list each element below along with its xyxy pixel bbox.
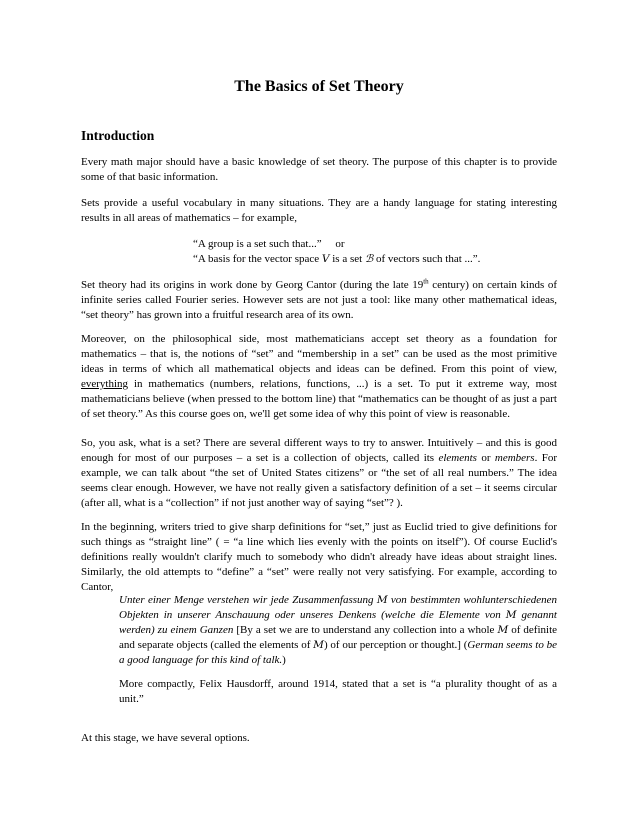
paragraph-closing: At this stage, we have several options.: [81, 732, 250, 744]
paragraph-intro: Every math major should have a basic knowledge of set theory. The purpose of this chapter is to provide some of that basic information.: [81, 156, 557, 183]
english-a: [By a set we are to understand any collection into a whole: [233, 624, 498, 636]
german-b: von bestimmten wohlunterschiedenen Objekten in unserer Anschauung oder unseres Denkens (welche die Elemente von: [119, 594, 557, 621]
origins-pre: Set theory had its origins in work done by Georg Cantor (during the late 19: [81, 279, 424, 291]
italic-elements: elements: [438, 452, 477, 464]
origins-post: century) on certain kinds of infinite series called Fourier series. However sets are not just a tool: like many other mathematical ideas, “set theory” has grown into a fruitful research area of its own.: [81, 279, 557, 321]
paragraph-what-is-set: [81, 436, 557, 511]
quote-basis-pre: “A basis for the vector space: [193, 253, 322, 265]
symbol-m: M: [313, 639, 324, 651]
quote-basis: [193, 252, 480, 267]
paragraph-philosophy: [81, 332, 557, 422]
symbol-m: M: [497, 624, 509, 636]
quote-group: [193, 237, 345, 252]
hausdorff-quote: More compactly, Felix Hausdorff, around 1914, stated that a set is “a plurality thought of as a unit.”: [119, 678, 557, 705]
philosophy-post: in mathematics (numbers, relations, functions, ...) is a set. To put it extreme way, most mathematicians believe (when pressed to the bottom line) that “mathematics can be thought of as just a part of set theory.” As this course goes on, we'll get some idea of why this point of view is reasonable.: [81, 378, 557, 420]
paragraph-vocabulary: Sets provide a useful vocabulary in many situations. They are a handy language for stating interesting results in all areas of mathematics – for example,: [81, 197, 557, 224]
english-b: of definite and separate objects (called the elements of: [119, 624, 558, 651]
superscript-th: th: [423, 277, 429, 286]
section-heading: Introduction: [81, 128, 155, 143]
quote-basis-post: of vectors such that ...”.: [373, 253, 481, 265]
quote-basis-mid: is a set: [329, 253, 365, 265]
symbol-m: M: [376, 594, 388, 606]
set-text-b: or: [476, 452, 495, 464]
cantor-quote: [119, 593, 557, 668]
page-title: The Basics of Set Theory: [234, 78, 404, 95]
close-paren: ): [282, 654, 286, 666]
set-text-a: So, you ask, what is a set? There are several different ways to try to answer. Intuitively – and this is good enough for most of our purposes – a set is a collection of objects, called its: [81, 437, 557, 464]
philosophy-pre: Moreover, on the philosophical side, most mathematicians accept set theory as a foundation for mathematics – that is, the notions of “set” and “membership in a set” can be used as the most primitive ideas in terms of which all mathematical objects and ideas can be defined. From this point of view,: [81, 333, 557, 375]
paragraph-origins: [81, 278, 557, 323]
german-c: genannt werden) zu einem Ganzen: [119, 609, 557, 636]
quote-group-text: “A group is a set such that...”: [193, 238, 322, 250]
quote-or: or: [335, 238, 345, 250]
set-text-c: . For example, we can talk about “the set of United States citizens” or “the set of all real numbers.” The idea seems clear enough. However, we have not really given a satisfactory definition of a set – it seems circular (after all, what is a “collection” if not just another way of saying “set”? ).: [81, 452, 558, 509]
italic-note: German seems to be a good language for this kind of talk.: [119, 639, 557, 666]
english-c: ) of our perception or thought.] (: [323, 639, 468, 651]
paragraph-definitions: In the beginning, writers tried to give sharp definitions for “set,” just as Euclid tried to give definitions for such things as “straight line” ( = “a line which lies evenly with the points on itself”). Of course Euclid's definitions really wouldn't clarify much to somebody who didn't already have ideas about straight lines. Similarly, the old attempts to “define” a “set” were really not very satisfying. For example, according to Cantor,: [81, 521, 557, 593]
symbol-m: M: [505, 609, 517, 621]
italic-members: members: [494, 452, 535, 464]
german-a: Unter einer Menge verstehen wir jede Zusammenfassung: [119, 594, 377, 606]
symbol-v: V: [321, 253, 330, 265]
symbol-script-b: ℬ: [364, 253, 374, 265]
underlined-everything: everything: [81, 378, 129, 390]
